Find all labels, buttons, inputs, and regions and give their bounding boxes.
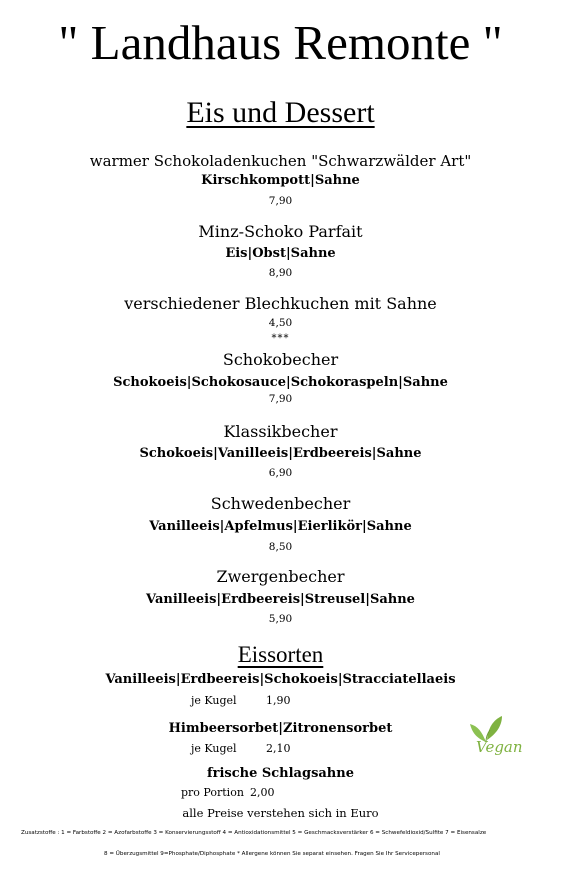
- dessert-name: Schokobecher: [222, 350, 339, 369]
- restaurant-title: " Landhaus Remonte ": [58, 15, 503, 70]
- ice-price: 2,00: [250, 786, 275, 799]
- dessert-name: warmer Schokoladenkuchen "Schwarzwälder Art": [89, 152, 472, 170]
- dessert-price: 4,50: [268, 317, 293, 329]
- section-heading-desserts: Eis und Dessert: [186, 96, 375, 129]
- dessert-components: Schokoeis|Schokosauce|Schokoraspeln|Sahne: [113, 375, 448, 390]
- vegan-logo: [460, 712, 522, 764]
- ice-unit: je Kugel: [191, 694, 237, 707]
- ice-price: 2,10: [266, 742, 291, 755]
- ice-flavours: frische Schlagsahne: [207, 766, 354, 781]
- dessert-components: Eis|Obst|Sahne: [225, 246, 336, 261]
- dessert-price: 7,90: [268, 195, 293, 207]
- dessert-components: Vanilleeis|Erdbeereis|Streusel|Sahne: [146, 592, 415, 607]
- dessert-name: Klassikbecher: [223, 422, 338, 441]
- section-heading-ice: Eissorten: [237, 642, 324, 667]
- dessert-price: 8,90: [268, 267, 293, 279]
- dessert-name: Schwedenbecher: [210, 494, 351, 513]
- dessert-price: 8,50: [268, 541, 293, 553]
- dessert-name: verschiedener Blechkuchen mit Sahne: [124, 294, 437, 313]
- dessert-price: 7,90: [268, 393, 293, 405]
- dessert-name: Minz-Schoko Parfait: [198, 222, 363, 241]
- ice-flavours: Himbeersorbet|Zitronensorbet: [168, 721, 393, 736]
- dessert-name: Zwergenbecher: [216, 567, 345, 586]
- dessert-components: Schokoeis|Vanilleeis|Erdbeereis|Sahne: [139, 446, 422, 461]
- dessert-components: Vanilleeis|Apfelmus|Eierlikör|Sahne: [149, 519, 412, 534]
- ice-flavours: Vanilleeis|Erdbeereis|Schokoeis|Stracciatellaeis: [105, 672, 456, 687]
- vegan-label: Vegan: [476, 738, 523, 756]
- ice-unit: pro Portion: [181, 786, 244, 799]
- dessert-price: 5,90: [268, 613, 293, 625]
- footer-additives: Zusatzstoffe : 1 = Farbstoffe 2 = Azofarbstoffe 3 = Konservierungsstoff 4 = Antioxidationsmittel 5 = Geschmacksverstärker 6 = Schwefeldioxid/Sulfite 7 = Eisensalze: [21, 830, 487, 836]
- footer-allergens: 8 = Überzugsmittel 9=Phosphate/Diphosphate * Allergene können Sie separat einsehen. Fragen Sie Ihr Servicepersonal: [104, 851, 440, 857]
- dessert-components: Kirschkompott|Sahne: [201, 173, 360, 188]
- dessert-price: 6,90: [268, 467, 293, 479]
- ice-price: 1,90: [266, 694, 291, 707]
- ice-unit: je Kugel: [191, 742, 237, 755]
- separator: ***: [271, 333, 290, 344]
- price-note: alle Preise verstehen sich in Euro: [182, 806, 379, 820]
